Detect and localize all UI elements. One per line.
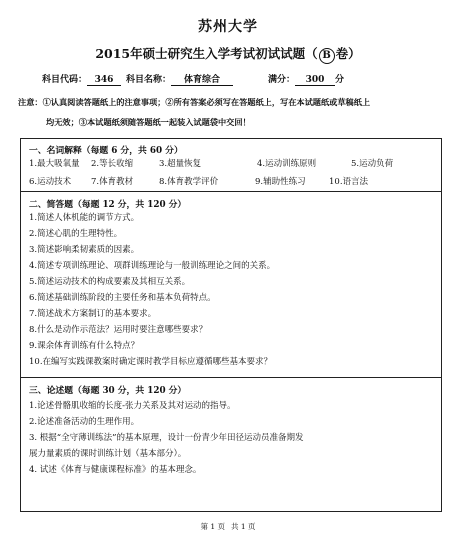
term-item: 1.最大吸氧量 (29, 159, 80, 169)
short-answer-question: 8.什么是动作示范法？运用时要注意哪些要求？ (29, 325, 208, 335)
section2-heading: 二、简答题（每题 12 分，共 120 分） (29, 200, 187, 210)
exam-volume: B (319, 48, 335, 64)
exam-title-prefix: 2015年硕士研究生入学考试初试试题（ (95, 46, 318, 61)
term-item: 5.运动负荷 (351, 159, 394, 169)
section3-heading: 三、论述题（每题 30 分，共 120 分） (29, 386, 187, 396)
full-score-label: 满分： (268, 75, 296, 85)
subject-code-label: 科目代码： (42, 75, 88, 85)
essay-question: 3. 根据“全守薄训练法”的基本原理，设计一份青少年田径运动员准备期发 (29, 433, 304, 443)
short-answer-question: 3.简述影响柔韧素质的因素。 (29, 245, 140, 255)
term-item: 2.等长收缩 (91, 159, 134, 169)
essay-question: 1.论述骨骼肌收缩的长度-张力关系及其对运动的指导。 (29, 401, 236, 411)
essay-question: 2.论述准备活动的生理作用。 (29, 417, 140, 427)
divider (21, 191, 441, 192)
short-answer-question: 9.课余体育训练有什么特点？ (29, 341, 140, 351)
page-footer (0, 521, 456, 532)
short-answer-question: 6.简述基础训练阶段的主要任务和基本负荷特点。 (29, 293, 216, 303)
notice-label: 注意： (18, 97, 43, 107)
term-item: 9.辅助性练习 (255, 177, 306, 187)
exam-title (0, 44, 456, 64)
short-answer-question: 5.简述运动技术的构成要素及其相互关系。 (29, 277, 191, 287)
notice-line-2: 均无效；③本试题纸须随答题纸一起装入试题袋中交回！ (46, 117, 251, 127)
term-item: 7.体育教材 (91, 177, 134, 187)
short-answer-question: 1.简述人体机能的调节方式。 (29, 213, 140, 223)
subject-name-field (126, 72, 233, 86)
university-name: 苏州大学 (198, 19, 258, 35)
page-number: 第 1 页 (200, 522, 225, 531)
essay-question-continued: 展力量素质的课时训练计划（基本部分）。 (29, 449, 187, 459)
exam-title-suffix: 卷） (335, 46, 361, 61)
term-item: 8.体育教学评价 (159, 177, 219, 187)
short-answer-question: 2.简述心肌的生理特性。 (29, 229, 123, 239)
essay-question: 4. 试述《体育与健康课程标准》的基本理念。 (29, 465, 202, 475)
short-answer-question: 10.在编写实践课教案时确定课时教学目标应遵循哪些基本要求？ (29, 357, 273, 367)
section1-heading: 一、名词解释（每题 6 分，共 60 分） (29, 146, 183, 156)
divider (21, 377, 441, 378)
short-answer-question: 4.简述专项训练理论、项群训练理论与一般训练理论之间的关系。 (29, 261, 276, 271)
questions-box (20, 138, 442, 512)
full-score-value: 300 (295, 75, 335, 86)
term-item: 6.运动技术 (29, 177, 72, 187)
subject-name-value: 体育综合 (171, 72, 233, 86)
notice-line-1: 注意：①认真阅读答题纸上的注意事项；②所有答案必须写在答题纸上，写在本试题纸或草稿纸上 (18, 97, 371, 107)
subject-code-field (42, 72, 121, 86)
full-score-unit: 分 (335, 75, 345, 85)
term-item: 10.语言法 (329, 177, 369, 187)
term-item: 4.运动训练原则 (257, 159, 317, 169)
subject-name-label: 科目名称： (126, 75, 172, 85)
page-total: 共 1 页 (231, 522, 256, 531)
full-score-field (268, 72, 344, 86)
term-item: 3.超量恢复 (159, 159, 202, 169)
subject-code-value: 346 (87, 75, 121, 86)
short-answer-question: 7.简述战术方案制订的基本要求。 (29, 309, 157, 319)
